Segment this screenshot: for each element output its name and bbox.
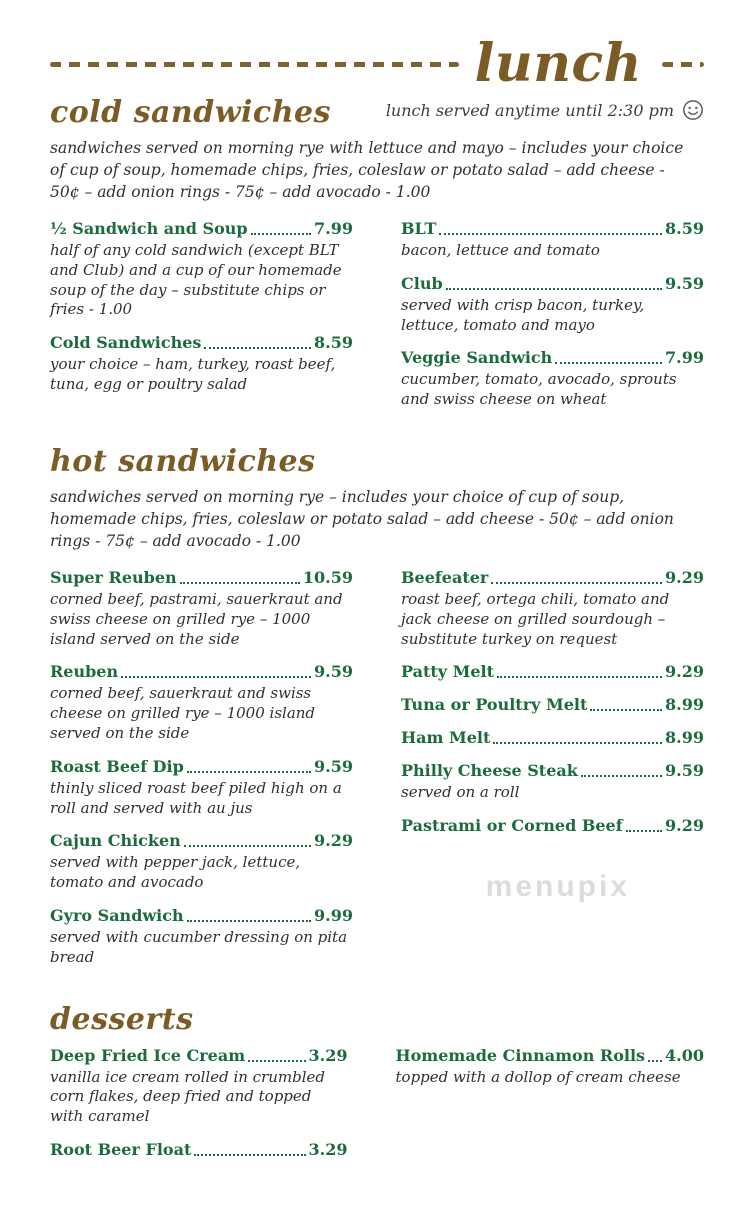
item-name: Cajun Chicken bbox=[50, 831, 181, 851]
masthead bbox=[50, 33, 704, 94]
item-description: cucumber, tomato, avocado, sprouts and swiss cheese on wheat bbox=[401, 370, 677, 409]
item-description: corned beef, pastrami, sauerkraut and swiss cheese on grilled rye – 1000 island served on the side bbox=[50, 589, 343, 648]
item-price: 7.99 bbox=[665, 348, 704, 368]
served-note bbox=[386, 99, 704, 129]
item-description: served on a roll bbox=[401, 783, 520, 802]
menu-item bbox=[401, 568, 704, 649]
menu-column-right bbox=[401, 568, 704, 849]
item-description: corned beef, sauerkraut and swiss cheese on grilled rye – 1000 island served on the side bbox=[50, 684, 316, 742]
menu-item bbox=[401, 695, 704, 715]
item-name: Roast Beef Dip bbox=[50, 756, 184, 776]
menu-column-left bbox=[50, 1046, 348, 1173]
section-heading-cold-sandwiches: cold sandwiches bbox=[50, 95, 331, 130]
menu-item bbox=[401, 728, 704, 748]
menu-item bbox=[401, 816, 704, 836]
dotted-leader bbox=[493, 742, 662, 744]
item-name: Philly Cheese Steak bbox=[401, 761, 578, 781]
dotted-leader bbox=[187, 771, 311, 773]
menu-item bbox=[50, 1046, 348, 1127]
dotted-leader bbox=[251, 233, 311, 235]
item-price: 8.59 bbox=[665, 219, 704, 238]
menu-item bbox=[50, 333, 353, 395]
item-price: 4.00 bbox=[665, 1045, 704, 1065]
item-price: 9.59 bbox=[665, 761, 704, 781]
item-name: Tuna or Poultry Melt bbox=[401, 695, 588, 715]
item-name: Veggie Sandwich bbox=[401, 348, 553, 368]
item-description: topped with a dollop of cream cheese bbox=[395, 1067, 681, 1086]
item-name: BLT bbox=[401, 219, 437, 238]
dotted-leader bbox=[648, 1060, 662, 1062]
menu-item bbox=[396, 1046, 704, 1088]
item-price: 9.29 bbox=[665, 662, 704, 682]
menu-item bbox=[50, 662, 353, 743]
menu-column-left bbox=[50, 219, 353, 408]
dotted-leader bbox=[187, 920, 311, 922]
item-name: Pastrami or Corned Beef bbox=[401, 816, 623, 836]
dotted-leader bbox=[590, 709, 662, 711]
smiley-icon bbox=[682, 99, 704, 121]
item-description: half of any cold sandwich (except BLT and Club) and a cup of our homemade soup of the day – substitute chips or fries - 1.00 bbox=[50, 241, 342, 319]
item-price: 8.99 bbox=[665, 728, 704, 748]
dotted-leader bbox=[439, 233, 662, 235]
item-name: Ham Melt bbox=[401, 728, 491, 748]
served-note-text: lunch served anytime until 2:30 pm bbox=[385, 100, 674, 120]
menu-item bbox=[50, 1140, 348, 1160]
section-heading-hot-sandwiches: hot sandwiches bbox=[50, 443, 316, 479]
menu-item bbox=[50, 906, 353, 968]
item-price: 9.29 bbox=[665, 816, 704, 836]
dotted-leader bbox=[446, 288, 662, 290]
item-description: served with crisp bacon, turkey, lettuce, tomato and mayo bbox=[401, 295, 645, 334]
dotted-leader bbox=[121, 676, 311, 678]
item-price: 9.29 bbox=[314, 831, 353, 851]
item-description: roast beef, ortega chili, tomato and jack cheese on grilled sourdough – substitute turkey on request bbox=[401, 589, 670, 648]
item-name: Super Reuben bbox=[50, 567, 177, 587]
item-price: 10.59 bbox=[302, 567, 353, 587]
dashed-rule-right bbox=[662, 62, 704, 67]
item-description: served with pepper jack, lettuce, tomato and avocado bbox=[50, 853, 301, 892]
dotted-leader bbox=[491, 582, 662, 584]
dotted-leader bbox=[194, 1154, 305, 1156]
item-price: 8.59 bbox=[314, 333, 353, 353]
item-name: Root Beer Float bbox=[50, 1139, 192, 1159]
item-price: 3.29 bbox=[308, 1045, 348, 1065]
menu-item bbox=[401, 662, 704, 682]
item-name: ½ Sandwich and Soup bbox=[50, 219, 248, 238]
dotted-leader bbox=[497, 676, 662, 678]
item-name: Club bbox=[401, 273, 443, 293]
dotted-leader bbox=[626, 830, 662, 832]
menu-item bbox=[50, 568, 353, 649]
item-description: served with cucumber dressing on pita bread bbox=[50, 927, 348, 966]
menu-item bbox=[401, 219, 704, 261]
watermark: menupix bbox=[485, 870, 630, 903]
menu-item bbox=[401, 761, 704, 803]
menu-column-right bbox=[401, 219, 704, 423]
item-price: 9.59 bbox=[665, 273, 704, 293]
dotted-leader bbox=[248, 1060, 305, 1062]
dotted-leader bbox=[555, 362, 662, 364]
menu-item bbox=[50, 219, 353, 320]
item-price: 8.99 bbox=[665, 695, 704, 715]
item-name: Gyro Sandwich bbox=[50, 905, 184, 925]
item-price: 9.29 bbox=[665, 567, 704, 587]
item-name: Homemade Cinnamon Rolls bbox=[395, 1045, 646, 1065]
dotted-leader bbox=[184, 845, 311, 847]
menu-item bbox=[401, 348, 704, 410]
item-price: 3.29 bbox=[308, 1139, 348, 1159]
dotted-leader bbox=[180, 582, 300, 584]
item-description: bacon, lettuce and tomato bbox=[401, 241, 600, 259]
item-description: vanilla ice cream rolled in crumbled corn flakes, deep fried and topped with caramel bbox=[50, 1067, 326, 1126]
item-name: Deep Fried Ice Cream bbox=[50, 1045, 246, 1065]
section-intro: sandwiches served on morning rye – includes your choice of cup of soup, homemade chips, fries, coleslaw or potato salad – add cheese - 50¢ – add onion rings - 75¢ – add avocado - 1.00 bbox=[50, 487, 674, 550]
item-price: 9.59 bbox=[314, 756, 353, 776]
dotted-leader bbox=[581, 775, 662, 777]
item-name: Cold Sandwiches bbox=[50, 333, 202, 353]
item-price: 7.99 bbox=[314, 219, 353, 238]
menu-item bbox=[50, 757, 353, 819]
item-name: Reuben bbox=[50, 662, 119, 682]
section-heading-desserts: desserts bbox=[50, 1001, 194, 1037]
item-price: 9.99 bbox=[314, 905, 353, 925]
dashed-rule-left bbox=[50, 62, 459, 67]
item-name: Patty Melt bbox=[401, 662, 494, 682]
item-price: 9.59 bbox=[314, 662, 353, 682]
item-description: your choice – ham, turkey, roast beef, tuna, egg or poultry salad bbox=[50, 355, 336, 393]
section-cold-sandwiches bbox=[50, 96, 704, 423]
menu-item bbox=[401, 274, 704, 336]
menu-item bbox=[50, 831, 353, 893]
dotted-leader bbox=[204, 347, 311, 349]
item-name: Beefeater bbox=[401, 567, 489, 587]
section-intro: sandwiches served on morning rye with lettuce and mayo – includes your choice of cup of soup, homemade chips, fries, coleslaw or potato salad – add cheese - 50¢ – add onion rings - 75¢ – add avocado - 1.00 bbox=[50, 139, 684, 201]
page-title: lunch bbox=[474, 33, 642, 94]
menu-column-right bbox=[396, 1046, 704, 1101]
section-desserts bbox=[50, 1003, 704, 1173]
item-description: thinly sliced roast beef piled high on a roll and served with au jus bbox=[50, 778, 342, 817]
menu-column-left bbox=[50, 568, 353, 981]
